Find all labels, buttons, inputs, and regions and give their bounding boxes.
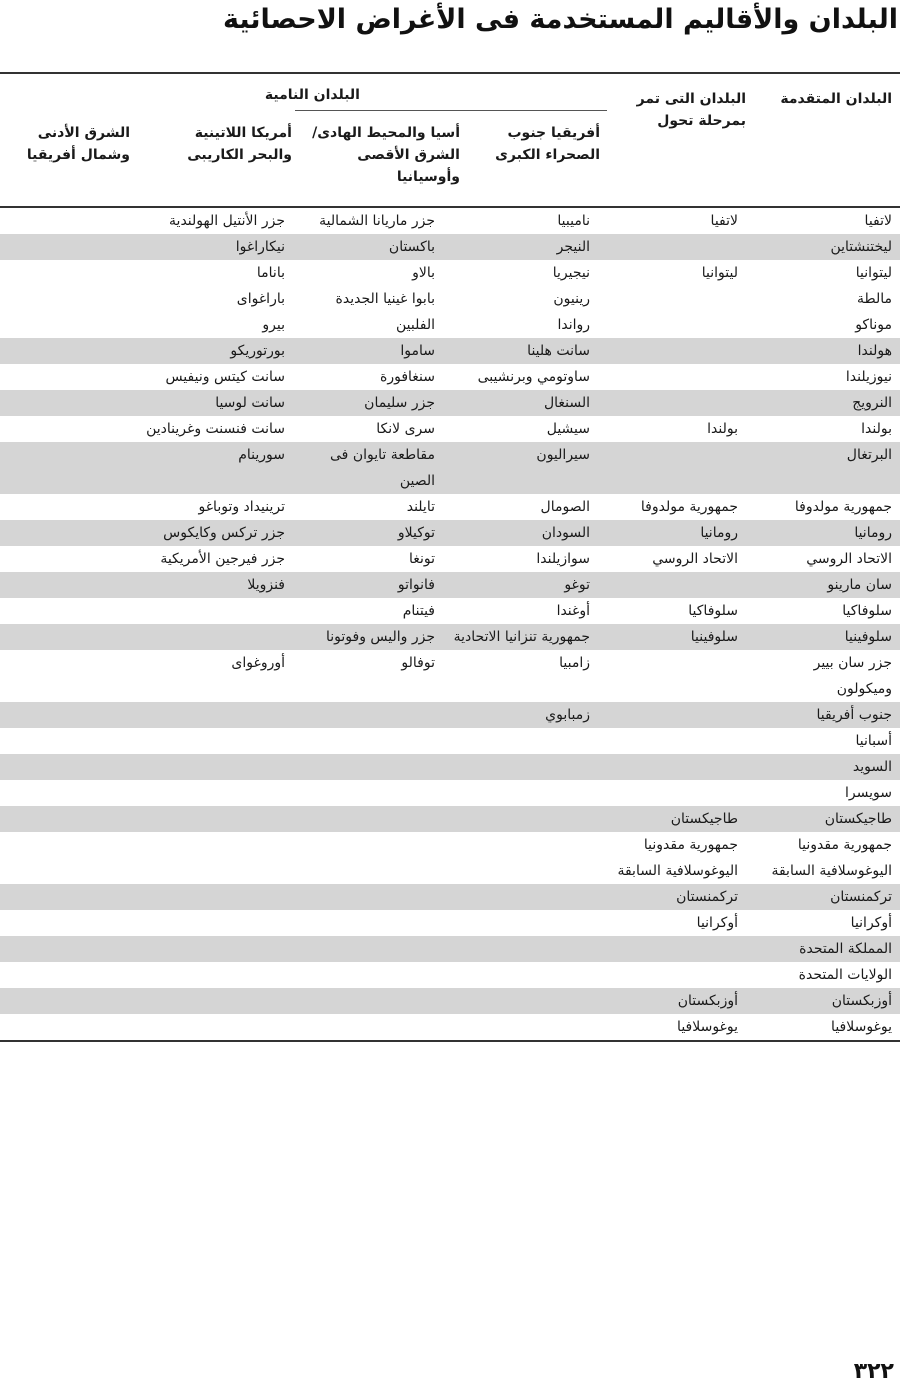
header-latin-america: أمريكا اللاتينية والبحر الكاريبى: [187, 125, 292, 163]
table-row: [0, 546, 900, 572]
table-cell: طاجيكستان: [670, 811, 738, 827]
table-cell: سيراليون: [536, 447, 590, 463]
table-cell: سانت فنسنت وغرينادين: [146, 421, 285, 437]
table-cell: سوازيلندا: [536, 551, 590, 567]
page-number: ٣٢٢: [853, 1359, 894, 1384]
table-cell: سلوفينيا: [690, 629, 738, 645]
table-header: [0, 74, 900, 208]
table-cell: البرتغال: [846, 447, 892, 463]
table-cell: بولندا: [861, 421, 892, 437]
table-cell: سلوفينيا: [844, 629, 892, 645]
table-row: [0, 884, 900, 910]
table-cell: سرى لانكا: [376, 421, 435, 437]
table-cell: النيجر: [556, 239, 590, 255]
table-cell: تركمنستان: [830, 889, 892, 905]
table-cell: لاتفيا: [710, 213, 738, 229]
table-cell: الولايات المتحدة: [798, 967, 892, 983]
table-cell: سلوفاكيا: [688, 603, 738, 619]
table-row: [0, 494, 900, 520]
table-cell: ترينيداد وتوباغو: [198, 499, 285, 515]
table-cell: ليختنشتاين: [830, 239, 892, 255]
table-row: [0, 728, 900, 754]
table-cell: توغو: [564, 577, 590, 593]
table-cell: سويسرا: [845, 785, 892, 801]
countries-table: [0, 72, 900, 1042]
table-cell: سانت كيتس ونيفيس: [165, 369, 285, 385]
table-cell: بولندا: [707, 421, 738, 437]
table-cell: السودان: [541, 525, 590, 541]
table-cell: موناكو: [855, 317, 892, 333]
table-row: [0, 208, 900, 234]
table-cell: جزر سليمان: [364, 395, 435, 411]
table-cell: طاجيكستان: [824, 811, 892, 827]
table-row: [0, 832, 900, 884]
table-cell: ساموا: [400, 343, 435, 359]
table-cell: ناميبيا: [557, 213, 590, 229]
table-cell: زامبيا: [559, 655, 590, 671]
table-cell: فانواتو: [397, 577, 435, 593]
table-cell: رومانيا: [854, 525, 892, 541]
table-cell: فيتنام: [402, 603, 435, 619]
table-cell: بيرو: [262, 317, 285, 333]
table-cell: نيجيريا: [552, 265, 590, 281]
table-cell: الاتحاد الروسي: [806, 551, 892, 567]
table-body: [0, 208, 900, 1040]
table-row: [0, 442, 900, 494]
table-cell: السنغال: [543, 395, 590, 411]
table-row: [0, 962, 900, 988]
table-row: [0, 338, 900, 364]
table-cell: جمهورية مولدوفا: [794, 499, 892, 515]
table-cell: جمهورية تنزانيا الاتحادية: [453, 629, 590, 645]
table-row: [0, 234, 900, 260]
page-title: البلدان والأقاليم المستخدمة فى الأغراض الاحصائية: [222, 4, 898, 35]
table-row: [0, 702, 900, 728]
table-cell: جنوب أفريقيا: [816, 707, 892, 723]
table-cell: أوروغواى: [231, 655, 285, 671]
header-developing: البلدان النامية: [264, 87, 360, 103]
table-cell: ليتوانيا: [701, 265, 738, 281]
table-cell: لاتفيا: [864, 213, 892, 229]
table-cell: زمبابوي: [545, 707, 590, 723]
table-cell: المملكة المتحدة: [799, 941, 892, 957]
table-row: [0, 910, 900, 936]
table-row: [0, 416, 900, 442]
table-cell: تايلند: [406, 499, 435, 515]
header-developed: البلدان المتقدمة: [780, 91, 892, 107]
header-transition: البلدان التى تمر بمرحلة تحول: [636, 91, 746, 129]
table-cell: سنغافورة: [380, 369, 435, 385]
table-cell: باكستان: [388, 239, 435, 255]
table-cell: الفلبين: [396, 317, 435, 333]
table-cell: النرويج: [852, 395, 892, 411]
header-near-east: الشرق الأدنى وشمال أفريقيا: [26, 125, 130, 163]
table-cell: بالاو: [412, 265, 435, 281]
table-cell: بورتوريكو: [230, 343, 285, 359]
table-cell: ساوتومي وبرنشيبى: [477, 369, 590, 385]
table-row: [0, 598, 900, 624]
table-cell: سانت لوسيا: [215, 395, 285, 411]
table-row: [0, 572, 900, 598]
table-cell: سلوفاكيا: [842, 603, 892, 619]
header-group-rule: [295, 110, 607, 111]
table-row: [0, 260, 900, 286]
table-row: [0, 390, 900, 416]
table-cell: أوغندا: [556, 603, 590, 619]
table-cell: رواندا: [557, 317, 590, 333]
table-cell: توفالو: [401, 655, 435, 671]
table-cell: أوكرانيا: [696, 915, 738, 931]
table-cell: يوغوسلافيا: [831, 1019, 892, 1035]
table-cell: رينيون: [553, 291, 590, 307]
table-row: [0, 624, 900, 650]
table-cell: الاتحاد الروسي: [652, 551, 738, 567]
table-cell: جمهورية مولدوفا: [640, 499, 738, 515]
table-cell: باناما: [256, 265, 285, 281]
table-row: [0, 806, 900, 832]
table-bottom-rule: [0, 1040, 900, 1042]
table-row: [0, 988, 900, 1014]
table-row: [0, 936, 900, 962]
table-cell: أوكرانيا: [850, 915, 892, 931]
table-cell: بابوا غينيا الجديدة: [335, 291, 435, 307]
table-cell: رومانيا: [700, 525, 738, 541]
header-asia-pacific: أسيا والمحيط الهادى/ الشرق الأقصى وأوسيانيا: [312, 125, 460, 185]
table-cell: فنزويلا: [247, 577, 285, 593]
table-cell: جمهورية مقدونيا اليوغوسلافية السابقة: [617, 837, 738, 879]
table-cell: ليتوانيا: [855, 265, 892, 281]
table-cell: مقاطعة تايوان فى الصين: [330, 447, 435, 489]
table-row: [0, 650, 900, 702]
table-cell: تونغا: [408, 551, 435, 567]
table-cell: جزر ماريانا الشمالية: [319, 213, 435, 229]
table-row: [0, 364, 900, 390]
table-row: [0, 286, 900, 312]
table-cell: نيكاراغوا: [235, 239, 285, 255]
table-cell: أسبانيا: [855, 733, 892, 749]
table-cell: توكيلاو: [397, 525, 435, 541]
table-cell: هولندا: [857, 343, 892, 359]
table-row: [0, 312, 900, 338]
table-cell: باراغواى: [236, 291, 285, 307]
table-row: [0, 1014, 900, 1040]
table-cell: سورينام: [238, 447, 285, 463]
table-cell: جزر تركس وكايكوس: [163, 525, 285, 541]
table-cell: سيشيل: [546, 421, 590, 437]
table-cell: جزر الأنتيل الهولندية: [169, 213, 285, 229]
table-cell: نيوزيلندا: [845, 369, 892, 385]
table-cell: الصومال: [540, 499, 590, 515]
table-row: [0, 780, 900, 806]
header-subsaharan: أفريقيا جنوب الصحراء الكبرى: [495, 125, 600, 163]
table-cell: السويد: [852, 759, 892, 775]
table-row: [0, 754, 900, 780]
table-cell: مالطة: [856, 291, 892, 307]
table-row: [0, 520, 900, 546]
table-cell: جزر واليس وفوتونا: [325, 629, 435, 645]
table-cell: أوزبكستان: [831, 993, 892, 1009]
table-cell: تركمنستان: [676, 889, 738, 905]
table-cell: أوزبكستان: [677, 993, 738, 1009]
table-cell: يوغوسلافيا: [677, 1019, 738, 1035]
table-cell: جمهورية مقدونيا اليوغوسلافية السابقة: [771, 837, 892, 879]
table-cell: سان مارينو: [827, 577, 892, 593]
table-cell: سانت هلينا: [527, 343, 590, 359]
table-cell: جزر فيرجين الأمريكية: [160, 551, 285, 567]
table-cell: جزر سان بيير وميكولون: [813, 655, 892, 697]
